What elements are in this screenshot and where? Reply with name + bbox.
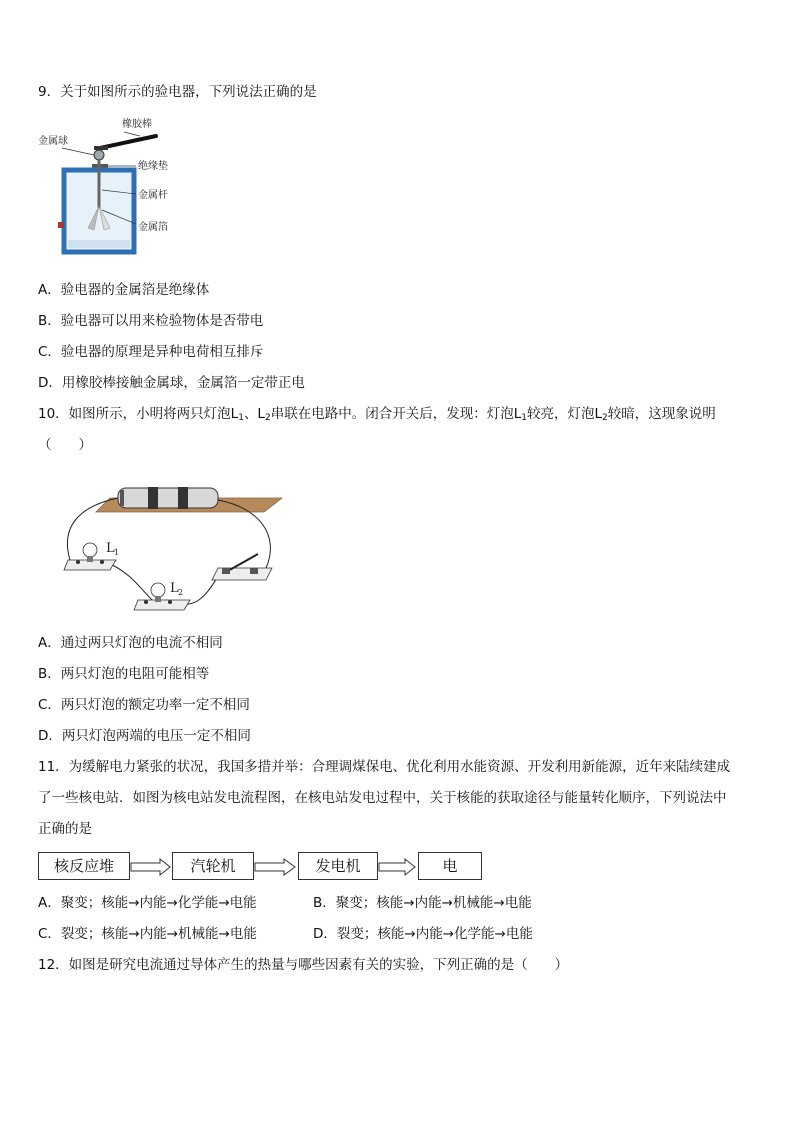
svg-text:1: 1 bbox=[114, 548, 120, 557]
q11-option-b: B．聚变；核能→内能→机械能→电能 bbox=[313, 895, 532, 911]
svg-text:L: L bbox=[170, 581, 179, 596]
q9-stem: 9．关于如图所示的验电器，下列说法正确的是 bbox=[38, 84, 317, 100]
svg-text:L: L bbox=[106, 541, 115, 556]
label-rubber-rod: 橡胶棒 bbox=[122, 119, 152, 130]
q10-option-c: C．两只灯泡的额定功率一定不相同 bbox=[38, 697, 250, 713]
q10-stem-bracket: （ ） bbox=[38, 437, 92, 453]
label-metal-ball: 金属球 bbox=[38, 136, 68, 147]
q11-option-a: A．聚变；核能→内能→化学能→电能 bbox=[38, 895, 257, 911]
q10-option-d: D．两只灯泡两端的电压一定不相同 bbox=[38, 728, 251, 744]
q11-option-d: D．裂变；核能→内能→化学能→电能 bbox=[313, 926, 533, 942]
flow-box-reactor: 核反应堆 bbox=[38, 852, 130, 880]
flow-box-turbine: 汽轮机 bbox=[172, 852, 254, 880]
svg-text:2: 2 bbox=[178, 588, 184, 597]
q11-option-c: C．裂变；核能→内能→机械能→电能 bbox=[38, 926, 257, 942]
flow-arrows bbox=[0, 852, 794, 882]
q10-option-b: B．两只灯泡的电阻可能相等 bbox=[38, 666, 210, 682]
q11-stem-line2: 了一些核电站．如图为核电站发电流程图，在核电站发电过程中，关于核能的获取途径与能量转化顺序，下列说法中 bbox=[38, 790, 727, 806]
q11-stem-line3: 正确的是 bbox=[38, 821, 92, 837]
q9-option-a: A．验电器的金属箔是绝缘体 bbox=[38, 282, 210, 298]
label-metal-rod: 金属杆 bbox=[138, 190, 168, 201]
q12-stem: 12．如图是研究电流通过导体产生的热量与哪些因素有关的实验，下列正确的是（ ） bbox=[38, 957, 569, 973]
q10-stem: 10．如图所示，小明将两只灯泡$L_1$、$L_2$串联在电路中。闭合开关后，发现：灯泡$L_1$较亮，灯泡$L_2$较暗，这现象说明 bbox=[38, 406, 716, 423]
flow-arrow-icon bbox=[131, 859, 415, 875]
circuit-figure bbox=[60, 476, 290, 621]
flow-box-generator: 发电机 bbox=[298, 852, 378, 880]
q10-option-a: A．通过两只灯泡的电流不相同 bbox=[38, 635, 223, 651]
electroscope-figure bbox=[36, 110, 196, 260]
label-insulating-pad: 绝缘垫 bbox=[138, 161, 168, 172]
label-metal-foil: 金属箔 bbox=[138, 222, 168, 233]
flow-box-electricity: 电 bbox=[418, 852, 482, 880]
q9-option-b: B．验电器可以用来检验物体是否带电 bbox=[38, 313, 264, 329]
q9-option-c: C．验电器的原理是异种电荷相互排斥 bbox=[38, 344, 264, 360]
q11-stem-line1: 11．为缓解电力紧张的状况，我国多措并举：合理调煤保电、优化利用水能资源、开发利用新能源，近年来陆续建成 bbox=[38, 759, 731, 775]
q9-option-d: D．用橡胶棒接触金属球，金属箔一定带正电 bbox=[38, 375, 305, 391]
